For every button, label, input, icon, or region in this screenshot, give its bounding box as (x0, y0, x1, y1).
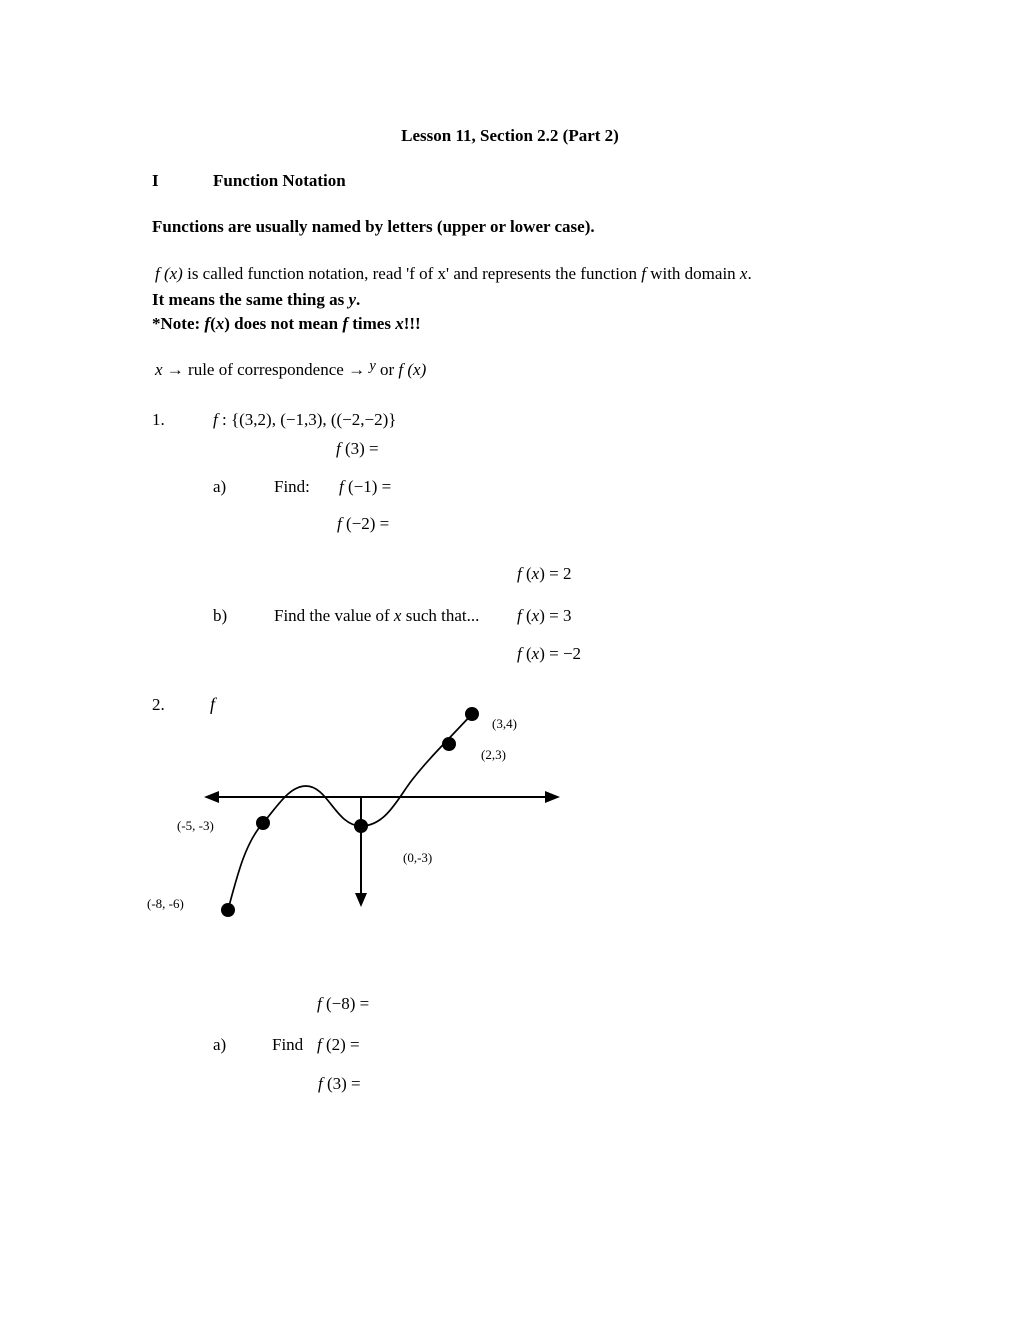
text-segment: (2) = (321, 1035, 360, 1054)
find2-label: Find (272, 1035, 304, 1054)
expr-f3 (336, 438, 379, 459)
label-point-neg5-neg3: (-5, -3) (177, 818, 214, 833)
down-arrow-icon (355, 893, 367, 907)
text-segment: ( (210, 314, 216, 333)
text-segment: ( (521, 564, 532, 583)
point-3-4 (465, 707, 479, 721)
text-segment: x (215, 314, 225, 333)
text-segment: ( (521, 644, 532, 663)
text-segment: y (369, 358, 376, 374)
text-segment: ) does not mean (224, 314, 343, 333)
expr-f2 (317, 1034, 360, 1055)
text-segment: ( (521, 606, 532, 625)
text-segment: (−1) = (343, 477, 392, 496)
text-segment: (−8) = (321, 994, 370, 1013)
point-2-3 (442, 737, 456, 751)
item-a-label: a) (213, 477, 227, 496)
text-segment: f (318, 1074, 323, 1093)
text-segment: with domain (645, 264, 740, 283)
text-segment: . (747, 264, 752, 283)
text-segment: f (317, 1035, 322, 1054)
text-segment: times (347, 314, 396, 333)
intro-line (155, 263, 752, 284)
point-0-neg3 (354, 819, 368, 833)
expr-f-neg1 (339, 476, 391, 497)
text-segment: → (348, 360, 370, 379)
problem2-function-name: f (210, 694, 216, 714)
label-point-neg8-neg6: (-8, -6) (147, 896, 184, 911)
page-title: Lesson 11, Section 2.2 (Part 2) (401, 126, 619, 145)
statement-line: Functions are usually named by letters (upper or lower case). (152, 217, 595, 236)
text-segment: x (155, 360, 163, 379)
label-point-2-3: (2,3) (481, 747, 506, 762)
point-neg8-neg6 (221, 903, 235, 917)
text-segment: ) = 3 (539, 606, 572, 625)
item-b-text (274, 605, 479, 626)
text-segment: or (375, 360, 399, 379)
text-segment: ) = 2 (539, 564, 572, 583)
text-segment: f (342, 314, 348, 333)
text-segment: It means the same thing as (152, 290, 349, 309)
text-segment: y (348, 290, 356, 309)
function-graph (140, 700, 580, 925)
text-segment: x (393, 606, 402, 625)
text-segment: f (336, 439, 341, 458)
problem1-number: 1. (152, 410, 165, 429)
text-segment: f (204, 314, 211, 333)
text-segment: x (531, 644, 540, 663)
x-axis-left-arrow-icon (204, 791, 219, 803)
correspondence-line (155, 359, 426, 380)
text-segment: ) = −2 (539, 644, 582, 663)
text-segment: f (x) (155, 264, 183, 283)
expr-f-neg8 (317, 993, 369, 1014)
text-segment: (−2) = (341, 514, 390, 533)
text-segment: is called function notation, read 'f of x' and represents the function (182, 264, 642, 283)
expr-fx-neg2 (517, 643, 581, 664)
text-segment: f (x) (398, 360, 427, 379)
means-line (152, 289, 360, 310)
item-b-label: b) (213, 606, 228, 625)
text-segment: f (339, 477, 344, 496)
item-a2-label: a) (213, 1035, 227, 1054)
function-curve (228, 714, 472, 910)
text-segment: *Note: (152, 314, 205, 333)
problem1-set (213, 409, 396, 430)
note-line (152, 313, 421, 334)
text-segment: x (739, 264, 748, 283)
text-segment: f (213, 410, 218, 429)
text-segment: f (641, 264, 646, 283)
point-neg5-neg3 (256, 816, 270, 830)
label-point-0-neg3: (0,-3) (403, 850, 433, 865)
section-heading: Function Notation (213, 171, 346, 190)
label-point-3-4: (3,4) (492, 716, 517, 731)
expr-f-neg2 (337, 513, 389, 534)
text-segment: !!! (403, 314, 421, 333)
text-segment: (3) = (340, 439, 379, 458)
text-segment: f (517, 564, 522, 583)
text-segment: f (317, 994, 322, 1013)
section-numeral: I (152, 171, 159, 190)
text-segment: : {(3,2), (−1,3), ((−2,−2)} (217, 410, 397, 429)
text-segment: x (531, 564, 540, 583)
text-segment: . (356, 290, 361, 309)
text-segment: (3) = (322, 1074, 361, 1093)
text-segment: such that... (401, 606, 480, 625)
text-segment: x (531, 606, 540, 625)
text-segment: → rule of correspondence (162, 360, 349, 379)
text-segment: f (337, 514, 342, 533)
expr-fx-2 (517, 563, 571, 584)
text-segment: Find the value of (274, 606, 394, 625)
text-segment: f (517, 644, 522, 663)
expr-f3-bottom (318, 1073, 361, 1094)
text-segment: f (517, 606, 522, 625)
problem2-number: 2. (152, 695, 165, 714)
find-label: Find: (274, 477, 310, 496)
expr-fx-3 (517, 605, 571, 626)
x-axis-right-arrow-icon (545, 791, 560, 803)
text-segment: x (395, 314, 404, 333)
